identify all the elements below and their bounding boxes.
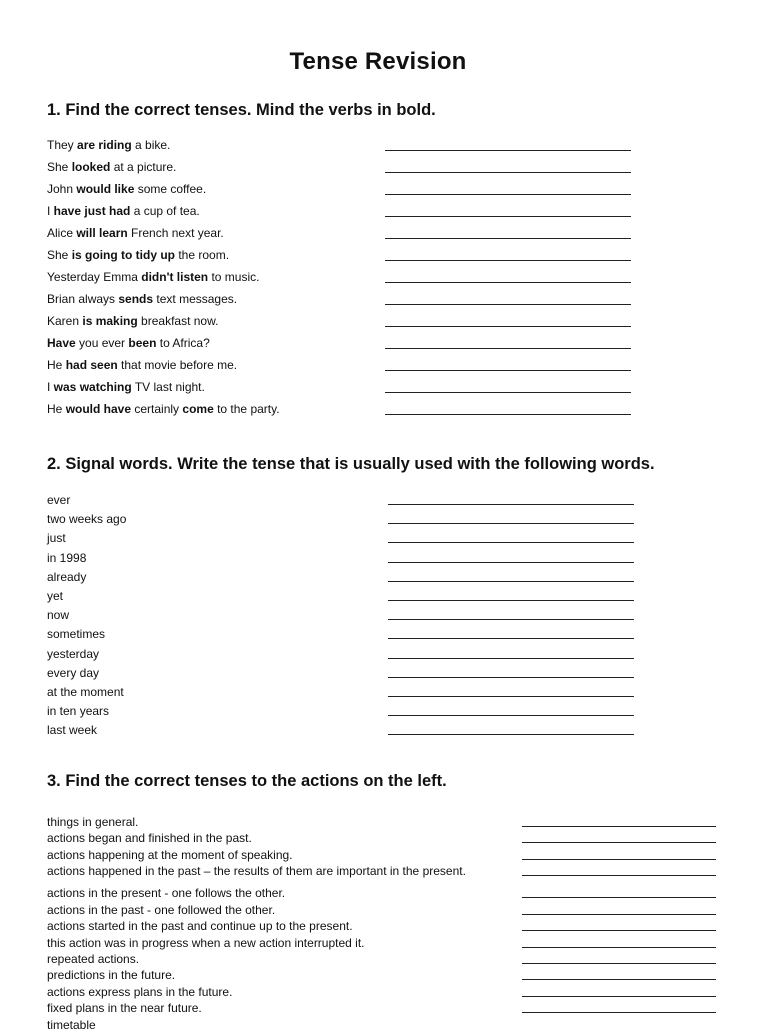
exercise-3-answer-line[interactable] — [522, 875, 716, 876]
action-description: this action was in progress when a new action interrupted it. — [47, 936, 365, 950]
bold-verb: is going to tidy up — [71, 248, 176, 262]
exercise-2-answer-line[interactable] — [388, 600, 634, 601]
sentence-text: to Africa? — [156, 336, 210, 350]
sentence-text: Brian always — [47, 292, 119, 306]
bold-verb: would have — [65, 402, 132, 416]
exercise-2-answer-line[interactable] — [388, 638, 634, 639]
sentence-text: I — [47, 204, 54, 218]
bold-verb: didn't listen — [141, 270, 209, 284]
sentence-text: certainly — [131, 402, 183, 416]
exercise-1-sentence — [47, 182, 206, 196]
exercise-2-answer-line[interactable] — [388, 562, 634, 563]
section-3-heading: 3. Find the correct tenses to the actions on the left. — [47, 772, 447, 790]
exercise-2-answer-line[interactable] — [388, 734, 634, 735]
bold-verb: Have — [47, 336, 76, 350]
sentence-text: He — [47, 402, 66, 416]
sentence-text: She — [47, 248, 72, 262]
sentence-text: Alice — [47, 226, 77, 240]
signal-word: sometimes — [47, 627, 106, 642]
bold-verb: will learn — [76, 226, 128, 240]
action-description: fixed plans in the near future. — [47, 1001, 202, 1015]
exercise-1-sentence — [47, 314, 218, 328]
exercise-3-answer-line[interactable] — [522, 914, 716, 915]
action-description: actions began and finished in the past. — [47, 831, 252, 845]
exercise-1-answer-line[interactable] — [385, 348, 631, 349]
exercise-3-answer-line[interactable] — [522, 826, 716, 827]
signal-word: every day — [47, 665, 100, 680]
exercise-1-sentence — [47, 402, 280, 416]
bold-verb: sends — [118, 292, 154, 306]
sentence-text: French next year. — [127, 226, 224, 240]
exercise-2-answer-line[interactable] — [388, 619, 634, 620]
exercise-3-answer-line[interactable] — [522, 963, 716, 964]
exercise-1-answer-line[interactable] — [385, 370, 631, 371]
exercise-2-answer-line[interactable] — [388, 696, 634, 697]
sentence-text: text messages. — [153, 292, 238, 306]
exercise-2-answer-line[interactable] — [388, 677, 634, 678]
action-description: predictions in the future. — [47, 968, 176, 982]
signal-word: yesterday — [47, 646, 100, 661]
exercise-2-answer-line[interactable] — [388, 542, 634, 543]
page-title: Tense Revision — [289, 48, 467, 75]
exercise-2-answer-line[interactable] — [388, 581, 634, 582]
exercise-1-answer-line[interactable] — [385, 194, 631, 195]
exercise-1-sentence — [47, 226, 224, 240]
exercise-1-answer-line[interactable] — [385, 238, 631, 239]
signal-word: at the moment — [47, 685, 124, 699]
sentence-text: Yesterday Emma — [47, 270, 142, 284]
sentence-text: a cup of tea. — [130, 204, 200, 218]
bold-verb: have just had — [53, 204, 131, 218]
exercise-3-answer-line[interactable] — [522, 930, 716, 931]
sentence-text: that movie before me. — [117, 358, 238, 372]
bold-verb: are riding — [77, 138, 132, 152]
action-description: things in general. — [47, 815, 139, 829]
signal-word: last week — [47, 723, 98, 738]
action-description: timetable — [47, 1018, 96, 1032]
action-description: actions express plans in the future. — [47, 985, 233, 999]
sentence-text: He — [47, 358, 66, 372]
sentence-text: to the party. — [213, 402, 280, 416]
sentence-text: some coffee. — [134, 182, 207, 196]
sentence-text: TV last night. — [131, 380, 205, 394]
signal-word: yet — [47, 589, 64, 603]
signal-word: two weeks ago — [47, 512, 127, 527]
action-description: actions in the past - one followed the other. — [47, 903, 276, 917]
sentence-text: the room. — [175, 248, 230, 262]
section-2-heading: 2. Signal words. Write the tense that is usually used with the following words. — [47, 455, 655, 473]
exercise-1-sentence — [47, 380, 205, 394]
action-description: actions started in the past and continue up to the present. — [47, 919, 353, 933]
exercise-3-answer-line[interactable] — [522, 897, 716, 898]
exercise-1-answer-line[interactable] — [385, 150, 631, 151]
signal-word: ever — [47, 493, 71, 507]
exercise-3-answer-line[interactable] — [522, 947, 716, 948]
exercise-1-answer-line[interactable] — [385, 392, 631, 393]
signal-word: in 1998 — [47, 550, 87, 565]
exercise-3-answer-line[interactable] — [522, 842, 716, 843]
exercise-1-answer-line[interactable] — [385, 414, 631, 415]
signal-word: already — [47, 569, 87, 584]
exercise-1-answer-line[interactable] — [385, 172, 631, 173]
bold-verb: is making — [82, 314, 138, 328]
exercise-1-answer-line[interactable] — [385, 326, 631, 327]
exercise-1-sentence — [47, 248, 229, 262]
bold-verb: been — [128, 336, 157, 350]
section-1-heading: 1. Find the correct tenses. Mind the verbs in bold. — [47, 101, 436, 119]
action-description: actions in the present - one follows the other. — [47, 886, 286, 900]
sentence-text: I — [47, 380, 54, 394]
sentence-text: to music. — [208, 270, 260, 284]
exercise-3-answer-line[interactable] — [522, 979, 716, 980]
exercise-3-answer-line[interactable] — [522, 859, 716, 860]
exercise-1-answer-line[interactable] — [385, 282, 631, 283]
sentence-text: you ever — [75, 336, 129, 350]
exercise-1-sentence — [47, 160, 176, 174]
exercise-1-sentence — [47, 138, 170, 152]
sentence-text: Karen — [47, 314, 83, 328]
sentence-text: at a picture. — [110, 160, 177, 174]
exercise-2-answer-line[interactable] — [388, 504, 634, 505]
sentence-text: breakfast now. — [137, 314, 219, 328]
exercise-3-answer-line[interactable] — [522, 1012, 716, 1013]
sentence-text: They — [47, 138, 78, 152]
sentence-text: John — [47, 182, 77, 196]
action-description: actions happening at the moment of speaking. — [47, 848, 293, 862]
exercise-1-sentence — [47, 336, 210, 350]
exercise-1-sentence — [47, 292, 237, 306]
signal-word: just — [47, 531, 66, 546]
signal-word: in ten years — [47, 704, 110, 719]
exercise-3-answer-line[interactable] — [522, 996, 716, 997]
exercise-1-sentence — [47, 358, 237, 372]
bold-verb: was watching — [53, 380, 132, 394]
exercise-1-answer-line[interactable] — [385, 216, 631, 217]
exercise-2-answer-line[interactable] — [388, 715, 634, 716]
exercise-1-answer-line[interactable] — [385, 304, 631, 305]
action-description: actions happened in the past – the results of them are important in the present. — [47, 864, 466, 878]
sentence-text: She — [47, 160, 72, 174]
bold-verb: looked — [71, 160, 111, 174]
signal-word: now — [47, 608, 70, 623]
exercise-1-answer-line[interactable] — [385, 260, 631, 261]
exercise-2-answer-line[interactable] — [388, 523, 634, 524]
exercise-1-sentence — [47, 270, 259, 284]
action-description: repeated actions. — [47, 952, 140, 966]
exercise-1-sentence — [47, 204, 200, 218]
sentence-text: a bike. — [131, 138, 171, 152]
bold-verb: would like — [76, 182, 135, 196]
exercise-2-answer-line[interactable] — [388, 658, 634, 659]
bold-verb: come — [182, 402, 214, 416]
bold-verb: had seen — [65, 358, 118, 372]
